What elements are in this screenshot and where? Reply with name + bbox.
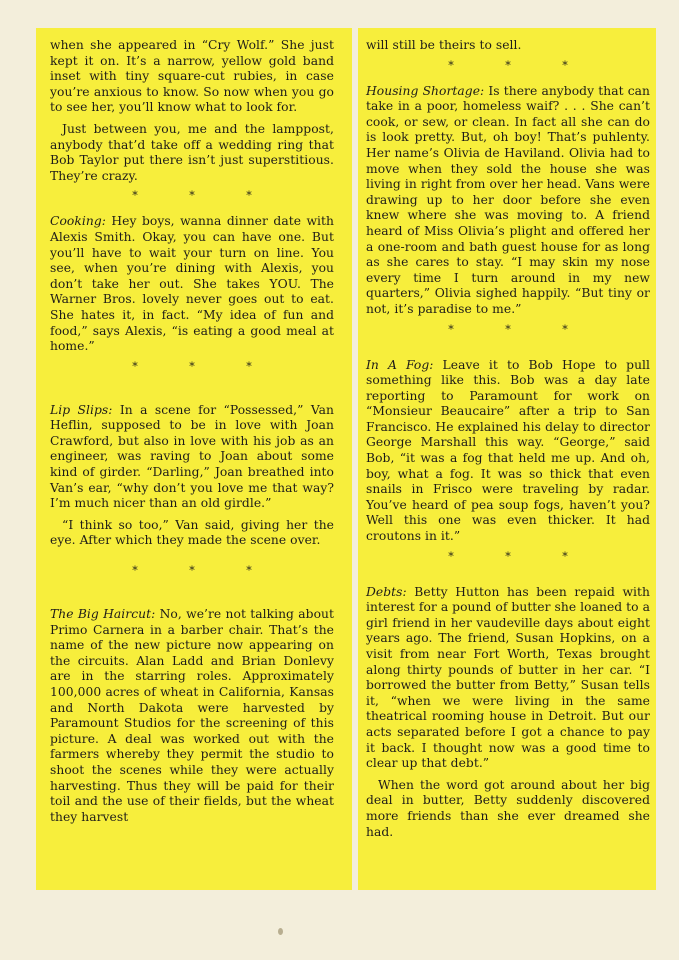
- paper-speck: [278, 928, 283, 935]
- section-divider-stars: * * *: [448, 58, 592, 72]
- section-divider-stars: * * *: [132, 564, 276, 578]
- paragraph-big-haircut: [50, 607, 334, 825]
- paragraph-ring-story: when she appeared in “Cry Wolf.” She just kept it on. It’s a narrow, yellow gold band inset with tiny square-cut rubies, in case you’re anxious to know. So now when you go to see her, you’ll know what to look for.: [50, 38, 334, 115]
- paragraph-cooking: [50, 214, 334, 354]
- section-text-housing-shortage: Is there anybody that can take in a poor, homeless waif? . . . She can’t cook, or sew, or clean. In fact all she can do is look pretty. But, oh boy! That’s puhlenty. Her name’s Olivia de Haviland. Olivia had to move when they sold the house she was living in right from over her head. Vans were drawing up to her door before she even knew where she was moving to. A friend heard of Miss Olivia’s plight and offered her a one-room and bath guest house for as long as she cares to stay. “I may skin my nose every time I turn around in my new quarters,” Olivia sighed happily. “But tiny or not, it’s paradise to me.”: [366, 83, 651, 316]
- paragraph-debts: [366, 585, 650, 772]
- paragraph-lip-slips: [50, 403, 334, 512]
- section-text-lip-slips: In a scene for “Possessed,” Van Heflin, supposed to be in love with Joan Crawford, but also in love with his job as an engineer, was raving to Joan about some kind of girder. “Darling,” Joan breathed into Van’s ear, “why don’t you love me that way? I’m much nicer than an old girdle.”: [50, 402, 335, 511]
- paragraph-lip-slips-continued: “I think so too,” Van said, giving her the eye. After which they made the scene over.: [50, 517, 334, 548]
- section-divider-stars: * * *: [132, 359, 276, 373]
- section-text-big-haircut: No, we’re not talking about Primo Carnera in a barber chair. That’s the name of the new picture now appearing on the circuits. Alan Ladd and Brian Donlevy are in the starring roles. Approximately 100,000 acres of wheat in California, Kansas and North Dakota were harvested by Paramount Studios for the screening of this picture. A deal was worked out with the farmers whereby they permit the studio to shoot the scenes while they were actually harvesting. Thus they will be paid for their toil and the use of their fields, but the wheat they harvest: [50, 607, 334, 824]
- right-column: [358, 28, 656, 890]
- section-label-lip-slips: Lip Slips:: [50, 402, 113, 417]
- section-divider-stars: * * *: [448, 322, 592, 336]
- section-label-housing-shortage: Housing Shortage:: [366, 83, 485, 98]
- paragraph-lamppost: Just between you, me and the lamppost, anybody that’d take off a wedding ring that Bob Taylor put there isn’t just superstitious. They’re crazy.: [50, 121, 334, 183]
- section-text-in-a-fog: Leave it to Bob Hope to pull something like this. Bob was a day late reporting to Paramount for work on “Monsieur Beaucaire” after a trip to San Francisco. He explained his delay to director George Marshall this way. “George,” said Bob, “it was a fog that held me up. And oh, boy, what a fog. It was so thick that even snails in Frisco were traveling by radar. You’ve heard of pea soup fogs, haven’t you? Well this one was even thicker. It had croutons in it.”: [366, 357, 650, 544]
- paragraph-wheat-continued: will still be theirs to sell.: [366, 38, 522, 52]
- section-text-debts: Betty Hutton has been repaid with interest for a pound of butter she loaned to a girl friend in her vaudeville days about eight years ago. The friend, Susan Hopkins, on a visit from near Fort Worth, Texas brought along thirty pounds of butter in her car. “I borrowed the butter from Betty,” Susan tells it, “when we were living in the same theatrical rooming house in Detroit. But our acts separated before I got a chance to pay it back. I thought now was a good time to clear up that debt.”: [366, 584, 650, 771]
- section-divider-stars: * * *: [132, 189, 276, 203]
- left-column: [36, 28, 352, 890]
- section-label-big-haircut: The Big Haircut:: [50, 607, 156, 622]
- section-divider-stars: * * *: [448, 549, 592, 563]
- paragraph-debts-continued: When the word got around about her big deal in butter, Betty suddenly discovered more friends than she ever dreamed she had.: [366, 777, 650, 839]
- section-text-cooking: Hey boys, wanna dinner date with Alexis Smith. Okay, you can have one. But you’ll have to wait your turn on line. You see, when you’re dining with Alexis, you don’t take her out. She takes YOU. The Warner Bros. lovely never goes out to eat. She hates it, in fact. “My idea of fun and food,” says Alexis, “is eating a good meal at home.”: [50, 214, 334, 354]
- section-label-cooking: Cooking:: [50, 214, 106, 229]
- paragraph-in-a-fog: [366, 358, 650, 545]
- paragraph-housing-shortage: [366, 84, 650, 318]
- section-label-in-a-fog: In A Fog:: [366, 357, 434, 372]
- section-label-debts: Debts:: [366, 584, 407, 599]
